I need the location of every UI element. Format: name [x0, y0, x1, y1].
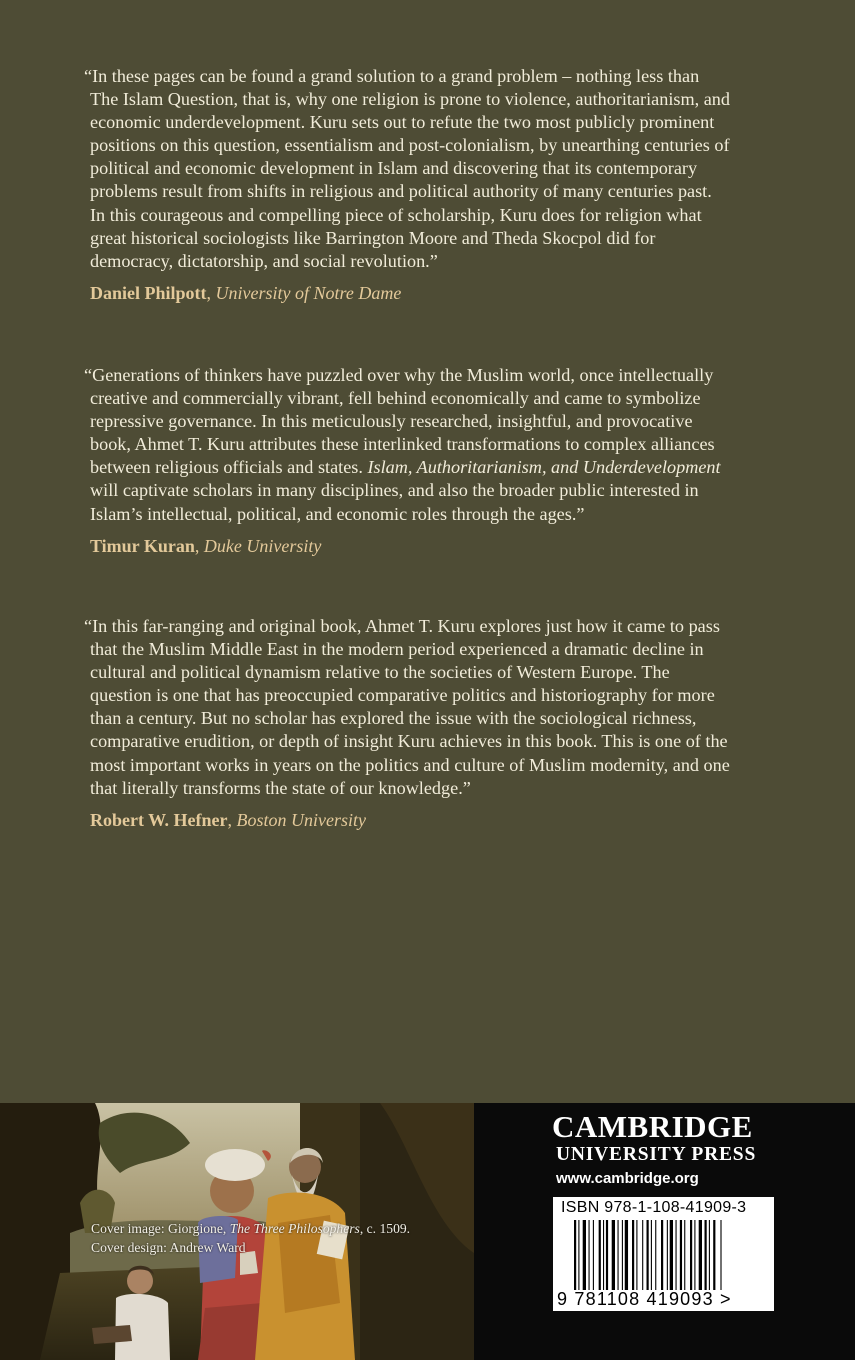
- barcode-bar: [676, 1220, 677, 1290]
- barcode-digits: 9 781108 419093 >: [557, 1289, 732, 1309]
- cover-image-credit: [91, 1219, 410, 1238]
- barcode-bar: [684, 1220, 685, 1290]
- barcode-bar: [647, 1220, 649, 1290]
- barcode-bar: [680, 1220, 682, 1290]
- barcode: [553, 1197, 774, 1311]
- barcode-bar: [667, 1220, 668, 1290]
- barcode-bar: [574, 1220, 576, 1290]
- review-attribution: Robert W. Hefner, Boston University: [90, 809, 366, 830]
- barcode-bar: [699, 1220, 702, 1290]
- barcode-bar: [612, 1220, 615, 1290]
- bottom-band: [0, 1103, 855, 1360]
- review-attribution: Daniel Philpott, University of Notre Dame: [90, 282, 402, 303]
- reviewer-institution: University of Notre Dame: [215, 282, 402, 303]
- review-quote: “In these pages can be found a grand solution to a grand problem – nothing less than The Islam Question, that is, why one religion is prone to violence, authoritarianism, and economic underdevelopment. Kuru sets out to refute the two most publicly prominent positions on this question, essentialism and post-colonialism, by unearthing centuries of political and economic development in Islam and discovering that its contemporary problems result from shifts in religious and political authority of many centuries past. In this courageous and compelling piece of scholarship, Kuru does for religion what great historical sociologists like Barrington Moore and Theda Skocpol did for democracy, dictatorship, and social revolution.”: [84, 66, 730, 271]
- barcode-bar: [713, 1220, 715, 1290]
- isbn-label: ISBN 978-1-108-41909-3: [561, 1199, 747, 1216]
- barcode-bar: [632, 1220, 634, 1290]
- publisher-block: [474, 1103, 855, 1360]
- barcode-bar: [603, 1220, 604, 1290]
- publisher-subname: UNIVERSITY PRESS: [556, 1144, 757, 1165]
- review-quote: [84, 364, 730, 526]
- barcode-bar: [705, 1220, 707, 1290]
- credit-text: , c. 1509.: [359, 1221, 411, 1236]
- barcode-bar: [625, 1220, 628, 1290]
- barcode-bar: [622, 1220, 623, 1290]
- barcode-bar: [642, 1220, 643, 1290]
- barcode-bar: [636, 1220, 637, 1290]
- painting-title: The Three Philosophers: [229, 1221, 360, 1236]
- barcode-bar: [589, 1220, 590, 1290]
- quote-part: “Generations of thinkers have puzzled over why the Muslim world, once intellectually creative and commercially vibrant, fell behind economically and came to symbolize repressive governance. In this meticulously researched, insightful, and provocative book, Ahmet T. Kuru attributes these interlinked transformations to complex alliances between religious officials and states.: [84, 365, 715, 478]
- barcode-bar: [583, 1220, 586, 1290]
- review-1: [84, 65, 730, 305]
- book-title: Islam, Authoritarianism, and Underdevelopment: [367, 457, 721, 478]
- barcode-bar: [618, 1220, 619, 1290]
- reviewer-name: Timur Kuran: [90, 535, 195, 556]
- credit-text: Cover image: Giorgione,: [91, 1221, 230, 1236]
- barcode-bar: [690, 1220, 692, 1290]
- reviewer-institution: Boston University: [236, 809, 366, 830]
- reviewer-name: Robert W. Hefner: [90, 809, 228, 830]
- cover-credits: [91, 1219, 410, 1257]
- barcode-bars: [574, 1220, 758, 1290]
- barcode-bar: [593, 1220, 594, 1290]
- barcode-bar: [578, 1220, 579, 1290]
- barcode-bar: [670, 1220, 673, 1290]
- publisher-logo: CAMBRIDGE: [552, 1109, 753, 1144]
- barcode-bar: [599, 1220, 601, 1290]
- barcode-bar: [606, 1220, 608, 1290]
- cover-painting: [0, 1103, 474, 1360]
- quote-part: will captivate scholars in many disciplines, and also the broader public interested in Islam’s intellectual, political, and economic roles through the ages.”: [90, 480, 699, 524]
- reviewer-institution: Duke University: [203, 535, 322, 556]
- review-2: [84, 364, 730, 558]
- barcode-bar: [720, 1220, 721, 1290]
- review-quote: “In this far-ranging and original book, Ahmet T. Kuru explores just how it came to pass that the Muslim Middle East in the modern period experienced a dramatic decline in cultural and political dynamism relative to the societies of Western Europe. The question is one that has preoccupied comparative politics and historiography for more than a century. But no scholar has explored the issue with the sociological richness, comparative erudition, or depth of insight Kuru achieves in this book. This is one of the most important works in years on the politics and culture of Muslim modernity, and one that literally transforms the state of our knowledge.”: [84, 616, 730, 798]
- barcode-bar: [709, 1220, 710, 1290]
- review-3: [84, 615, 730, 832]
- cover-design-credit: Cover design: Andrew Ward: [91, 1240, 246, 1255]
- barcode-bar: [651, 1220, 652, 1290]
- barcode-bar: [661, 1220, 663, 1290]
- review-attribution: Timur Kuran, Duke University: [90, 535, 322, 556]
- barcode-bar: [694, 1220, 695, 1290]
- publisher-website: www.cambridge.org: [556, 1170, 699, 1187]
- reviewer-name: Daniel Philpott: [90, 282, 207, 303]
- barcode-bar: [655, 1220, 656, 1290]
